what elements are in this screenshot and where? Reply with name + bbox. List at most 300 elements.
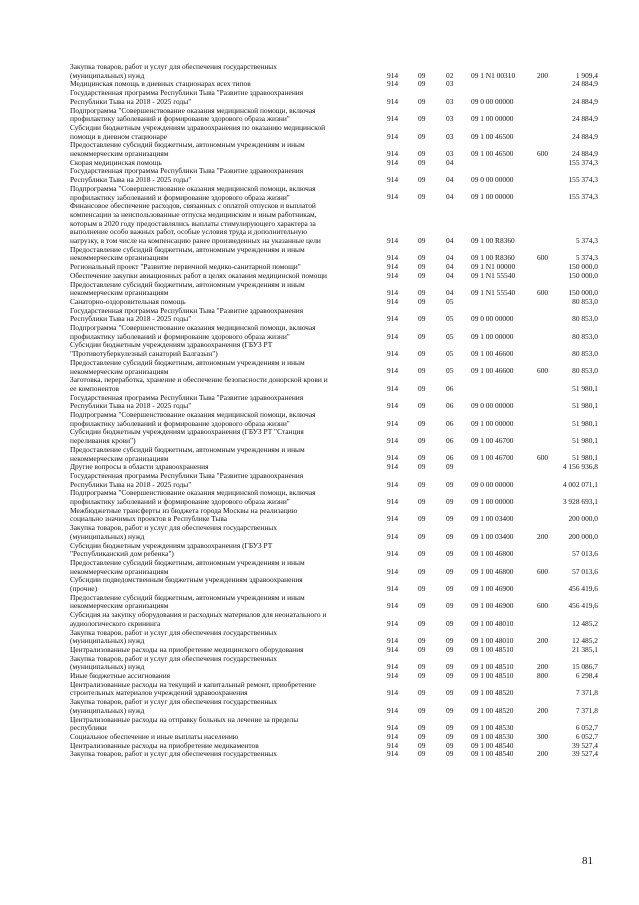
cell-csr: 09 1 00 46800 [471,549,514,559]
cell-csr: 09 1 N1 55540 [471,270,516,280]
cell-rz: 09 [418,731,426,741]
cell-csr: 09 1 00 00000 [471,418,514,428]
cell-csr: 09 1 00 46500 [471,131,514,141]
cell-pr: 05 [446,331,454,341]
cell-rz: 09 [418,235,426,245]
cell-sum: 80 853,0 [572,331,598,341]
row-name [70,576,383,593]
cell-csr: 09 1 00 48520 [471,688,514,698]
cell-pr: 02 [446,70,454,80]
cell-pr: 09 [446,705,454,715]
row-name-line: Предоставление субсидий бюджетным, автономным учреждениям и иным [70,357,305,367]
cell-vr: 600 [537,253,549,263]
row-name-line: Другие вопросы в области здравоохранения [70,462,209,472]
cell-ved: 914 [387,79,399,89]
cell-ved: 914 [387,262,399,272]
cell-rz: 09 [418,262,426,272]
row-name-line: некоммерческим организациям [70,601,169,611]
table-row [0,629,639,646]
cell-sum: 57 013,6 [572,566,598,576]
cell-csr: 09 1 00 R8360 [471,235,515,245]
cell-sum: 39 527,4 [572,740,598,750]
table-row [0,594,639,611]
cell-rz: 09 [418,453,426,463]
cell-rz: 09 [418,636,426,646]
cell-pr: 09 [446,740,454,750]
cell-sum: 24 884,9 [572,79,598,89]
row-name [70,324,383,341]
cell-sum: 456 419,6 [568,601,598,611]
row-name-line: нагрузку, в том числе на компенсацию ранее произведенных на указанные цели [70,236,321,245]
cell-csr: 09 1 00 48010 [471,618,514,628]
cell-vr: 800 [537,671,549,680]
cell-pr: 09 [446,479,454,489]
cell-pr: 04 [446,288,454,298]
row-name-line: некоммерческим организациям [70,149,169,158]
row-name [70,681,383,698]
cell-pr: 09 [446,662,454,672]
cell-ved: 914 [387,662,399,672]
row-name-line: которым в 2020 году предоставлялись выплаты стимулирующего характера за [70,218,316,228]
cell-rz: 09 [418,96,426,106]
cell-rz: 09 [418,148,426,158]
table-row [0,141,639,158]
row-name-line: Предоставление субсидий бюджетным, автономным учреждениям и иным [70,279,305,289]
cell-rz: 09 [418,479,426,489]
row-name-line: Предоставление субсидий бюджетным, автономным учреждениям и иным [70,444,305,454]
row-name-line: Закупка товаров, работ и услуг для обеспечения государственных [70,523,277,533]
row-name-line: Государственная программа Республики Тыва "Развитие здравоохранения [70,166,304,176]
cell-rz: 09 [418,175,426,185]
cell-ved: 914 [387,731,399,741]
cell-sum: 51 980,1 [572,453,598,463]
row-name-line: (муниципальных) нужд [70,70,145,80]
cell-pr: 05 [446,349,454,359]
cell-ved: 914 [387,192,399,202]
table-row [0,63,639,80]
cell-rz: 09 [418,366,426,376]
row-name-line: Санаторно-оздоровительная помощь [70,296,186,306]
row-name-line: Региональный проект "Развитие первичной медико-санитарной помощи" [70,262,301,272]
cell-csr: 09 1 00 48540 [471,749,514,759]
cell-pr: 09 [446,749,454,759]
row-name [70,559,383,576]
cell-sum: 7 371,8 [575,688,598,698]
row-name-line: некоммерческим организациям [70,288,169,298]
cell-ved: 914 [387,114,399,124]
cell-csr: 09 1 00 48510 [471,671,514,680]
row-name [70,376,383,393]
table-row [0,107,639,124]
cell-sum: 12 485,2 [572,636,598,646]
cell-rz: 09 [418,496,426,506]
cell-pr: 09 [446,731,454,741]
cell-ved: 914 [387,383,399,393]
cell-vr: 600 [537,148,549,158]
cell-vr: 600 [537,366,549,376]
row-name [70,472,383,489]
cell-csr: 09 1 N1 00000 [471,262,516,272]
row-name-line: компенсации за неиспользованные отпуска медицинским и иным работникам, [70,209,317,219]
cell-csr: 09 0 00 00000 [471,175,514,185]
cell-ved: 914 [387,566,399,576]
cell-ved: 914 [387,366,399,376]
row-name-line: "Республиканский дом ребенка") [70,549,174,559]
table-row [0,307,639,324]
cell-rz: 09 [418,644,426,654]
row-name-line: профилактику заболеваний и формирование здорового образа жизни" [70,497,290,506]
cell-csr: 09 0 00 00000 [471,479,514,489]
cell-rz: 09 [418,740,426,750]
cell-sum: 21 385,1 [572,644,598,654]
cell-pr: 06 [446,418,454,428]
cell-csr: 09 1 00 46600 [471,349,514,359]
cell-csr: 09 1 00 48530 [471,731,514,741]
row-name-line: некоммерческим организациям [70,366,169,376]
cell-ved: 914 [387,235,399,245]
cell-pr: 03 [446,96,454,106]
cell-vr: 600 [537,566,549,576]
cell-sum: 155 374,3 [568,157,598,167]
cell-ved: 914 [387,740,399,750]
row-name-line: Субсидии бюджетным учреждениям здравоохранения (ГБУЗ РТ [70,340,273,350]
cell-sum: 24 884,9 [572,114,598,124]
cell-sum: 57 013,6 [572,549,598,559]
cell-ved: 914 [387,401,399,411]
row-name-line: Субсидии бюджетным учреждениям здравоохранения (ГБУЗ РТ [70,540,273,550]
row-name-line: Республики Тыва на 2018 - 2025 годы" [70,314,192,324]
row-name [70,507,383,524]
cell-sum: 24 884,9 [572,148,598,158]
row-name-line: Государственная программа Республики Тыва "Развитие здравоохранения [70,470,304,480]
cell-pr: 04 [446,157,454,167]
table-row [0,698,639,715]
cell-csr: 09 1 00 46900 [471,601,514,611]
cell-rz: 09 [418,566,426,576]
cell-rz: 09 [418,601,426,611]
row-name-line: профилактику заболеваний и формирование здорового образа жизни" [70,192,290,202]
row-name-line: Централизованные расходы на приобретение медицинского оборудования [70,644,304,654]
row-name-line: Подпрограмма "Совершенствование оказания медицинской помощи, включая [70,488,316,498]
row-name [70,524,383,541]
cell-rz: 09 [418,549,426,559]
row-name [70,141,383,158]
row-name-line: Медицинская помощь в дневных стационарах всех типов [70,79,251,89]
table-row [0,489,639,506]
cell-rz: 09 [418,314,426,324]
row-name-line: Подпрограмма "Совершенствование оказания медицинской помощи, включая [70,323,316,332]
cell-ved: 914 [387,349,399,359]
cell-csr: 09 0 00 00000 [471,401,514,411]
cell-vr: 200 [537,749,549,759]
cell-rz: 09 [418,114,426,124]
row-name-line: Подпрограмма "Совершенствование оказания медицинской помощи, включая [70,183,316,193]
row-name-line: переливания крови") [70,436,136,446]
cell-pr: 04 [446,192,454,202]
cell-ved: 914 [387,496,399,506]
row-name [70,489,383,506]
cell-sum: 1 909,4 [575,70,598,80]
cell-rz: 09 [418,383,426,393]
cell-rz: 09 [418,253,426,263]
cell-ved: 914 [387,296,399,306]
table-row [0,341,639,358]
cell-rz: 09 [418,705,426,715]
cell-sum: 51 980,1 [572,383,598,393]
cell-ved: 914 [387,636,399,646]
cell-sum: 6 052,7 [575,723,598,733]
cell-sum: 150 000,0 [568,270,598,280]
row-name-line: Подпрограмма "Совершенствование оказания медицинской помощи, включая [70,410,316,419]
cell-sum: 4 156 936,8 [562,462,598,472]
row-name-line: республики [70,723,107,733]
row-name-line: некоммерческим организациям [70,566,169,576]
row-name [70,124,383,141]
cell-csr: 09 1 00 46700 [471,453,514,463]
row-name-line: (прочие) [70,584,98,593]
cell-vr: 200 [537,70,549,80]
row-name-line: Закупка товаров, работ и услуг для обеспечения государственных [70,653,277,663]
row-name-line: Обеспечение закупки авиационных работ в целях оказания медицинской помощи [70,270,327,280]
cell-pr: 06 [446,401,454,411]
cell-pr: 06 [446,383,454,393]
cell-csr: 09 1 00 48530 [471,723,514,733]
cell-sum: 456 419,6 [568,583,598,593]
row-name-line: Субсидия на закупку оборудования и расходных материалов для неонатального и [70,610,327,620]
row-name-line: некоммерческим организациям [70,253,169,263]
cell-rz: 09 [418,436,426,446]
row-name [70,394,383,411]
cell-pr: 09 [446,636,454,646]
cell-csr: 09 0 00 00000 [471,314,514,324]
cell-ved: 914 [387,453,399,463]
table-row [0,507,639,524]
cell-ved: 914 [387,436,399,446]
row-name [70,307,383,324]
cell-sum: 80 853,0 [572,349,598,359]
cell-rz: 09 [418,531,426,541]
cell-sum: 80 853,0 [572,314,598,324]
cell-csr: 09 1 00 48540 [471,740,514,750]
cell-sum: 155 374,3 [568,175,598,185]
cell-csr: 09 1 00 00000 [471,114,514,124]
cell-csr: 09 1 00 48520 [471,705,514,715]
row-name-line: Субсидии бюджетным учреждениям здравоохранения по оказанию медицинской [70,122,326,132]
row-name-line: Закупка товаров, работ и услуг для обеспечения государственных [70,697,277,707]
table-row [0,167,639,184]
cell-pr: 09 [446,688,454,698]
cell-csr: 09 1 00 46500 [471,148,514,158]
cell-vr: 600 [537,453,549,463]
row-name-line: Предоставление субсидий бюджетным, автономным учреждениям и иным [70,592,305,602]
cell-pr: 03 [446,148,454,158]
cell-sum: 3 928 693,1 [562,496,598,506]
cell-sum: 150 000,0 [568,262,598,272]
row-name-line: Республики Тыва на 2018 - 2025 годы" [70,479,192,489]
table-row [0,89,639,106]
row-name [70,655,383,672]
cell-pr: 09 [446,644,454,654]
cell-vr: 200 [537,662,549,672]
cell-ved: 914 [387,549,399,559]
table-row [0,716,639,733]
cell-rz: 09 [418,192,426,202]
row-name [70,428,383,445]
row-name-line: Скорая медицинская помощь [70,157,162,167]
row-name-line: профилактику заболеваний и формирование здорового образа жизни" [70,331,290,341]
row-name-line: Централизованные расходы на приобретение медикаментов [70,740,259,750]
row-name [70,629,383,646]
cell-sum: 4 002 071,1 [562,479,598,489]
cell-ved: 914 [387,462,399,472]
cell-ved: 914 [387,583,399,593]
cell-pr: 09 [446,462,454,472]
cell-pr: 05 [446,366,454,376]
row-name [70,594,383,611]
cell-sum: 51 980,1 [572,436,598,446]
row-name-line: аудиологического скрининга [70,618,161,628]
cell-pr: 04 [446,253,454,263]
row-name-line: Централизованные расходы на отправку больных на лечение за пределы [70,714,299,724]
cell-ved: 914 [387,601,399,611]
row-name-line: (муниципальных) нужд [70,662,145,672]
cell-sum: 7 371,8 [575,705,598,715]
row-name-line: Предоставление субсидий бюджетным, автономным учреждениям и иным [70,244,305,254]
cell-sum: 80 853,0 [572,296,598,306]
cell-ved: 914 [387,288,399,298]
cell-ved: 914 [387,479,399,489]
row-name [70,750,383,759]
cell-ved: 914 [387,270,399,280]
cell-rz: 09 [418,70,426,80]
cell-csr: 09 1 00 03400 [471,514,514,524]
table-row [0,446,639,463]
table-row [0,359,639,376]
cell-ved: 914 [387,644,399,654]
table-row [0,428,639,445]
cell-rz: 09 [418,462,426,472]
row-name-line: (муниципальных) нужд [70,705,145,715]
table-row [0,542,639,559]
cell-ved: 914 [387,157,399,167]
cell-pr: 04 [446,175,454,185]
cell-sum: 12 485,2 [572,618,598,628]
row-name [70,246,383,263]
cell-pr: 03 [446,79,454,89]
cell-csr: 09 1 00 48010 [471,636,514,646]
cell-ved: 914 [387,314,399,324]
table-row [0,750,639,759]
table-row [0,202,639,246]
cell-ved: 914 [387,148,399,158]
cell-csr: 09 1 00 48510 [471,644,514,654]
cell-sum: 5 374,3 [575,253,598,263]
cell-ved: 914 [387,705,399,715]
cell-pr: 04 [446,270,454,280]
row-name-line: Республики Тыва на 2018 - 2025 годы" [70,401,192,411]
table-row [0,576,639,593]
cell-rz: 09 [418,131,426,141]
row-name-line: Государственная программа Республики Тыва "Развитие здравоохранения [70,392,304,402]
cell-csr: 09 1 00 46600 [471,366,514,376]
cell-csr: 09 0 00 00000 [471,96,514,106]
cell-ved: 914 [387,531,399,541]
cell-csr: 09 1 00 46800 [471,566,514,576]
cell-pr: 09 [446,583,454,593]
row-name-line: "Противотуберкулезный санаторий Балгазын") [70,349,218,359]
cell-vr: 300 [537,731,549,741]
cell-sum: 24 884,9 [572,96,598,106]
cell-sum: 51 980,1 [572,401,598,411]
cell-rz: 09 [418,671,426,680]
row-name-line: Централизованные расходы на текущий и капитальный ремонт, приобретение [70,679,316,689]
table-row [0,246,639,263]
row-name [70,411,383,428]
cell-pr: 06 [446,453,454,463]
cell-rz: 09 [418,583,426,593]
table-row [0,472,639,489]
cell-ved: 914 [387,131,399,141]
row-name [70,107,383,124]
table-row [0,185,639,202]
cell-sum: 150 000,0 [568,288,598,298]
row-name-line: (муниципальных) нужд [70,531,145,541]
cell-pr: 05 [446,296,454,306]
cell-rz: 09 [418,401,426,411]
cell-sum: 155 374,3 [568,192,598,202]
page-number: 81 [582,855,593,867]
cell-vr: 200 [537,636,549,646]
row-name-line: (муниципальных) нужд [70,636,145,646]
row-name-line: Субсидии бюджетным учреждениям здравоохранения (ГБУЗ РТ "Станция [70,427,304,437]
row-name-line: Межбюджетные трансферты из бюджета города Москвы на реализацию [70,505,298,515]
row-name-line: Предоставление субсидий бюджетным, автономным учреждениям и иным [70,140,305,150]
row-name [70,167,383,184]
row-name [70,446,383,463]
cell-sum: 200 000,0 [568,514,598,524]
cell-sum: 24 884,9 [572,131,598,141]
cell-ved: 914 [387,618,399,628]
row-name [70,281,383,298]
table-row [0,681,639,698]
cell-csr: 09 1 N1 00310 [471,70,516,80]
table-row [0,559,639,576]
cell-rz: 09 [418,662,426,672]
cell-rz: 09 [418,688,426,698]
cell-sum: 200 000,0 [568,531,598,541]
cell-rz: 09 [418,296,426,306]
row-name-line: Закупка товаров, работ и услуг для обеспечения государственных [70,627,277,637]
row-name-line: помощи в дневном стационаре [70,131,167,141]
row-name-line: Подпрограмма "Совершенствование оказания медицинской помощи, включая [70,105,316,115]
cell-vr: 200 [537,705,549,715]
cell-sum: 5 374,3 [575,235,598,245]
cell-pr: 04 [446,262,454,272]
table-row [0,324,639,341]
row-name [70,698,383,715]
cell-ved: 914 [387,175,399,185]
row-name-line: профилактику заболеваний и формирование здорового образа жизни" [70,114,290,124]
cell-sum: 15 086,7 [572,662,598,672]
cell-sum: 6 298,4 [575,671,598,680]
cell-ved: 914 [387,671,399,680]
row-name-line: выполнение особо важных работ, особые условия труда и дополнительную [70,227,308,237]
cell-rz: 09 [418,418,426,428]
cell-pr: 03 [446,114,454,124]
cell-pr: 09 [446,618,454,628]
cell-csr: 09 1 00 03400 [471,531,514,541]
row-name-line: Государственная программа Республики Тыва "Развитие здравоохранения [70,305,304,315]
